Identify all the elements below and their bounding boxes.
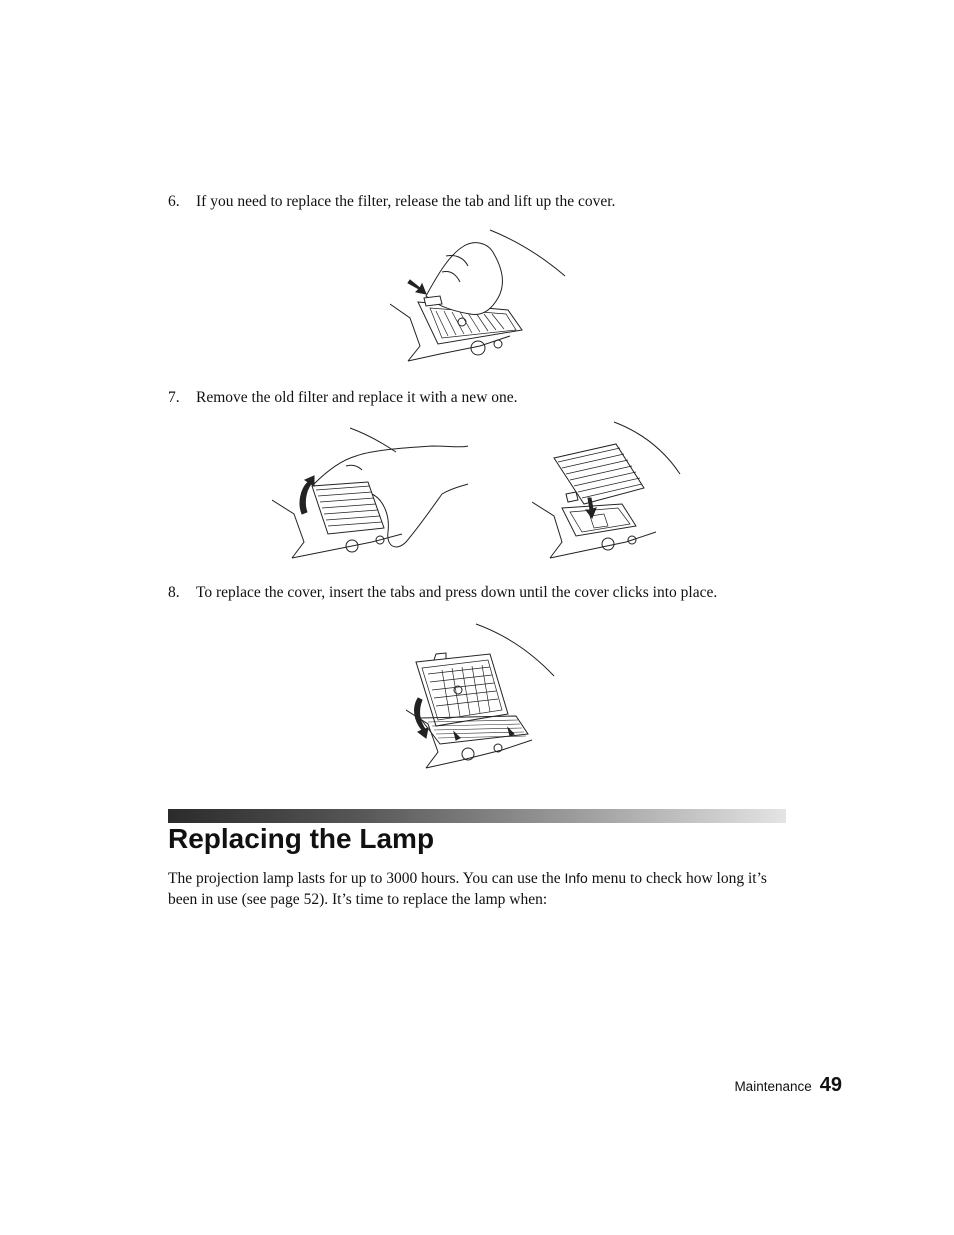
paragraph-text-start: The projection lamp lasts for up to 3000 hours. You can use the xyxy=(168,870,565,887)
page-footer xyxy=(734,1074,842,1097)
step-text: If you need to replace the filter, release the tab and lift up the cover. xyxy=(196,193,616,210)
step-6 xyxy=(168,192,615,212)
footer-section-name: Maintenance xyxy=(734,1079,812,1094)
step-number: 6. xyxy=(168,193,180,210)
body-paragraph xyxy=(168,868,778,910)
paragraph-text-end: menu to check how long it’s been in use (see page 52). It’s time to replace the lamp when: xyxy=(168,870,767,908)
figure-release-filter-cover xyxy=(390,226,570,366)
figure-replace-cover xyxy=(406,620,566,772)
figure-insert-new-filter xyxy=(532,418,692,564)
figure-remove-old-filter xyxy=(272,424,472,564)
menu-name: Info xyxy=(564,870,588,886)
step-number: 8. xyxy=(168,584,180,601)
section-title: Replacing the Lamp xyxy=(168,823,435,854)
step-number: 7. xyxy=(168,389,180,406)
step-text: Remove the old filter and replace it with a new one. xyxy=(196,389,518,406)
page-number: 49 xyxy=(819,1074,842,1096)
step-7 xyxy=(168,388,518,408)
step-text: To replace the cover, insert the tabs and press down until the cover clicks into place. xyxy=(196,584,718,601)
step-8 xyxy=(168,583,717,603)
